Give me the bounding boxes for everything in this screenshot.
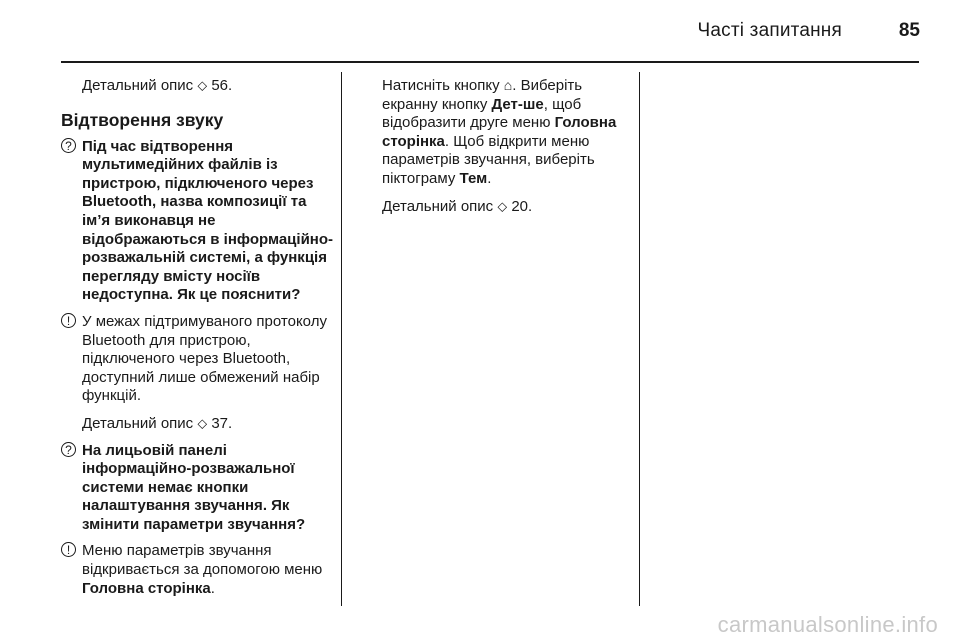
left-column — [61, 76, 333, 606]
exclamation-icon: ! — [61, 313, 76, 328]
icon-name: Тем — [459, 169, 488, 187]
reference-link[interactable]: 56. — [211, 77, 233, 94]
watermark: carmanualsonline.info — [717, 612, 938, 637]
exclamation-icon: ! — [61, 542, 76, 557]
reference-line: Детальний опис ⬦ 37. — [82, 414, 233, 432]
menu-name: Головна сторінка — [82, 579, 211, 597]
header-rule — [61, 61, 919, 63]
reference-line: Детальний опис ⬦ 20. — [382, 197, 533, 215]
reference-arrow-icon: ⬦ — [497, 197, 508, 214]
button-name: Дет-ше — [491, 95, 544, 113]
reference-arrow-icon: ⬦ — [197, 414, 208, 431]
question-icon: ? — [61, 442, 76, 457]
page-number: 85 — [898, 20, 920, 41]
home-icon: ⌂ — [503, 77, 513, 93]
question-icon: ? — [61, 138, 76, 153]
reference-line: Детальний опис ⬦ 56. — [82, 77, 233, 94]
header-title: Часті запитання — [697, 20, 842, 41]
answer-1: ! У межах підтримуваного протоколу Bluetooth для пристрою, підключеного через Bluetooth, доступний лише обмежений набір функцій. — [61, 313, 333, 406]
column-divider-right — [639, 72, 640, 606]
reference-arrow-icon: ⬦ — [197, 77, 208, 93]
menu-name: Головна сторінка — [382, 114, 617, 150]
section-title: Відтворення звуку — [61, 109, 224, 130]
question-1: ? Під час відтворення мультимедійних файлів із пристрою, підключеного через Bluetooth, назва композиції та ім’я виконавця не відображаються в інформаційно-розважальній системі, а функція перегляду вмісту носіїв недоступна. Як це пояснити? — [61, 138, 333, 305]
answer-2: ! Меню параметрів звучання відкривається за допомогою меню Головна сторінка. — [61, 542, 333, 598]
reference-link[interactable]: 37. — [211, 414, 233, 432]
reference-link[interactable]: 20. — [511, 197, 533, 215]
column-divider-left — [341, 72, 342, 606]
middle-column — [382, 76, 632, 224]
instruction-paragraph: Натисніть кнопку ⌂. Виберіть екранну кнопку Дет-ше, щоб відобразити друге меню Головна сторінка. Щоб відкрити меню параметрів звучання, виберіть піктограму Тем. — [382, 77, 617, 187]
question-2: ? На лицьовій панелі інформаційно-розважальної системи немає кнопки налаштування звучання. Як змінити параметри звучання? — [61, 442, 333, 535]
